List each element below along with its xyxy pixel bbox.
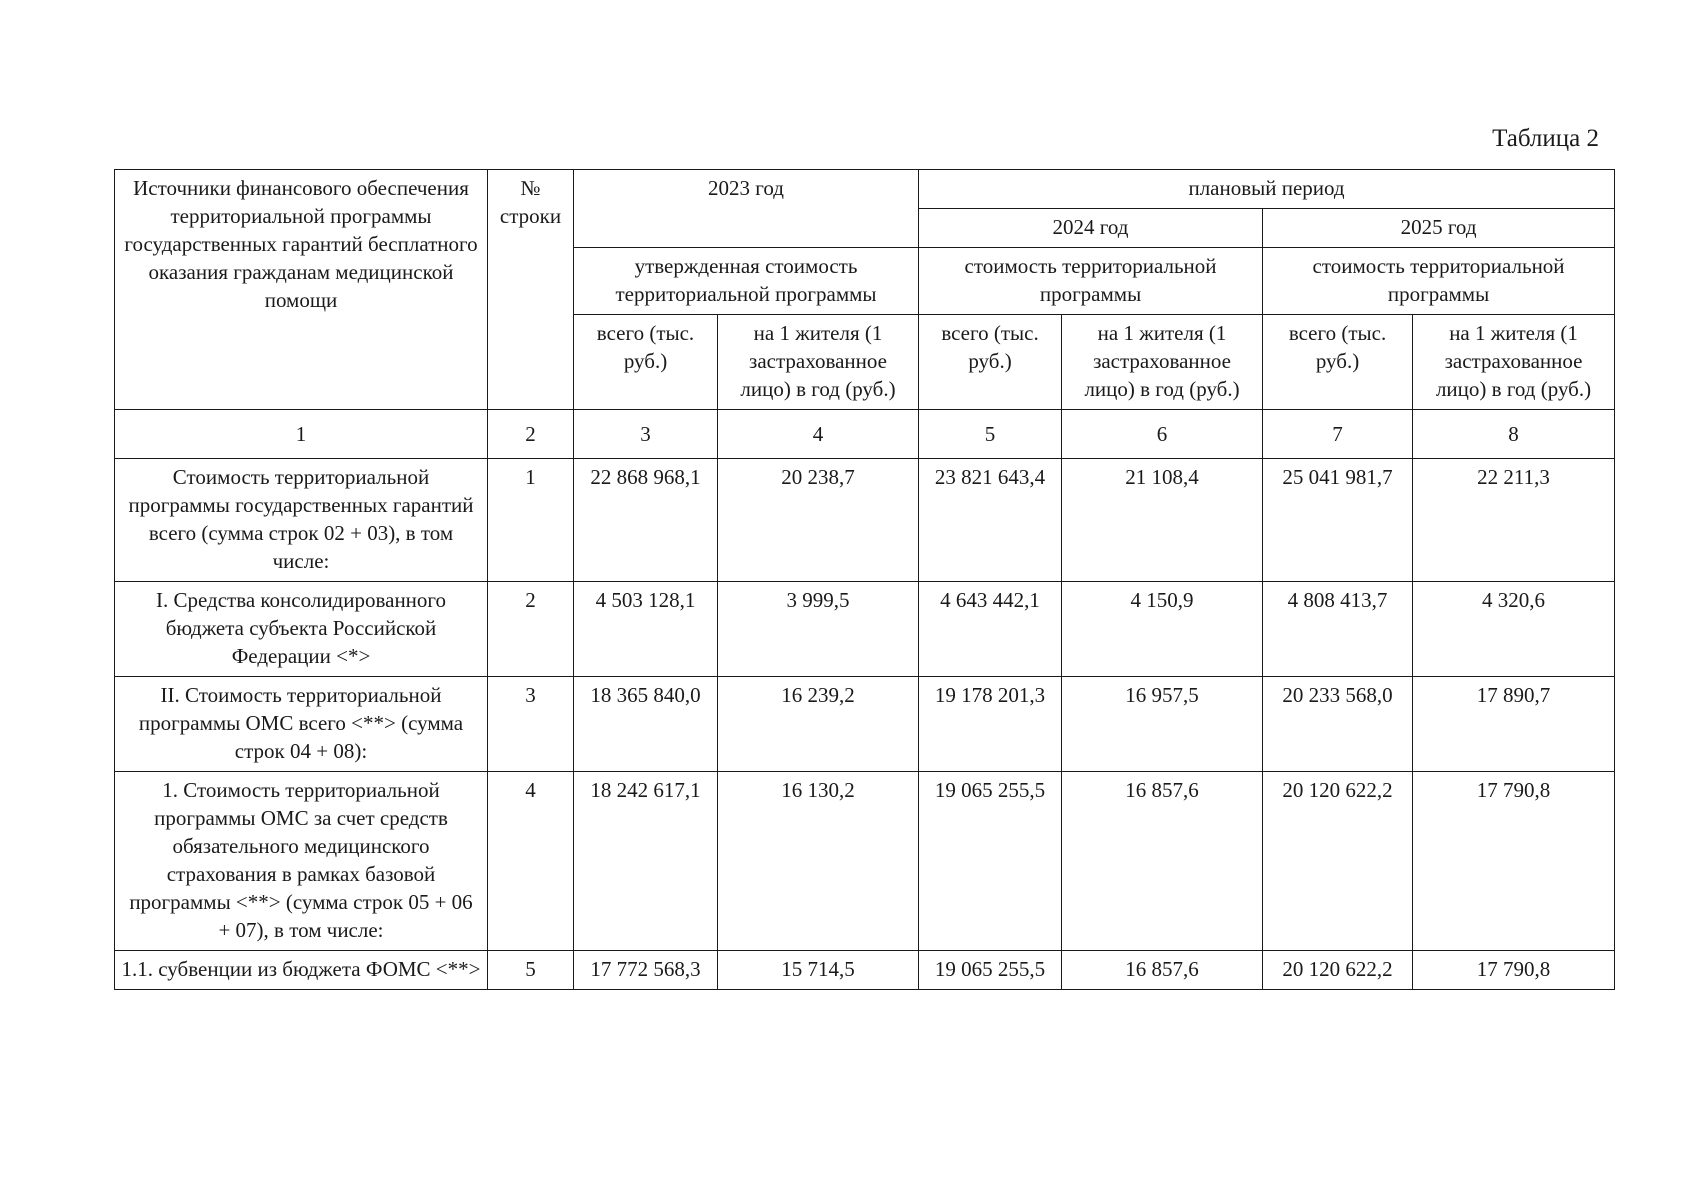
cell-value: 4 643 442,1 bbox=[919, 582, 1062, 677]
cell-value: 20 120 622,2 bbox=[1263, 772, 1413, 951]
table-caption: Таблица 2 bbox=[1492, 125, 1599, 152]
header-row-number-column: № строки bbox=[488, 170, 574, 410]
financing-table bbox=[114, 169, 1615, 990]
column-number: 1 bbox=[115, 410, 488, 459]
row-source: 1. Стоимость территориальной программы ОМС за счет средств обязательного медицинского страхования в рамках базовой программы <**> (сумма строк 05 + 06 + 07), в том числе: bbox=[115, 772, 488, 951]
header-per-capita-2024: на 1 жителя (1 застрахованное лицо) в год (руб.) bbox=[1062, 315, 1263, 410]
cell-value: 25 041 981,7 bbox=[1263, 459, 1413, 582]
cell-value: 17 790,8 bbox=[1413, 951, 1615, 990]
column-number: 8 bbox=[1413, 410, 1615, 459]
cell-value: 21 108,4 bbox=[1062, 459, 1263, 582]
row-source: Стоимость территориальной программы государственных гарантий всего (сумма строк 02 + 03), в том числе: bbox=[115, 459, 488, 582]
header-cost-2024: стоимость территориальной программы bbox=[919, 248, 1263, 315]
cell-value: 17 790,8 bbox=[1413, 772, 1615, 951]
table-row bbox=[115, 582, 1615, 677]
row-number: 4 bbox=[488, 772, 574, 951]
cell-value: 17 890,7 bbox=[1413, 677, 1615, 772]
cell-value: 20 233 568,0 bbox=[1263, 677, 1413, 772]
column-number-row bbox=[115, 410, 1615, 459]
table-row bbox=[115, 459, 1615, 582]
header-year-2023: 2023 год bbox=[574, 170, 919, 248]
row-source: II. Стоимость территориальной программы ОМС всего <**> (сумма строк 04 + 08): bbox=[115, 677, 488, 772]
row-number: 5 bbox=[488, 951, 574, 990]
cell-value: 16 130,2 bbox=[718, 772, 919, 951]
cell-value: 4 503 128,1 bbox=[574, 582, 718, 677]
table-row bbox=[115, 677, 1615, 772]
cell-value: 4 320,6 bbox=[1413, 582, 1615, 677]
header-approved-cost: утвержденная стоимость территориальной программы bbox=[574, 248, 919, 315]
cell-value: 17 772 568,3 bbox=[574, 951, 718, 990]
cell-value: 15 714,5 bbox=[718, 951, 919, 990]
cell-value: 20 238,7 bbox=[718, 459, 919, 582]
cell-value: 18 365 840,0 bbox=[574, 677, 718, 772]
cell-value: 19 065 255,5 bbox=[919, 951, 1062, 990]
row-number: 1 bbox=[488, 459, 574, 582]
cell-value: 4 150,9 bbox=[1062, 582, 1263, 677]
header-planned-period: плановый период bbox=[919, 170, 1615, 209]
row-source: 1.1. субвенции из бюджета ФОМС <**> bbox=[115, 951, 488, 990]
header-source-column: Источники финансового обеспечения территориальной программы государственных гарантий бесплатного оказания гражданам медицинской помощи bbox=[115, 170, 488, 410]
column-number: 4 bbox=[718, 410, 919, 459]
cell-value: 22 868 968,1 bbox=[574, 459, 718, 582]
table-row bbox=[115, 772, 1615, 951]
header-total-2024: всего (тыс. руб.) bbox=[919, 315, 1062, 410]
cell-value: 16 857,6 bbox=[1062, 772, 1263, 951]
row-number: 3 bbox=[488, 677, 574, 772]
cell-value: 23 821 643,4 bbox=[919, 459, 1062, 582]
header-year-2025: 2025 год bbox=[1263, 209, 1615, 248]
column-number: 6 bbox=[1062, 410, 1263, 459]
header-per-capita-2025: на 1 жителя (1 застрахованное лицо) в год (руб.) bbox=[1413, 315, 1615, 410]
column-number: 2 bbox=[488, 410, 574, 459]
row-number: 2 bbox=[488, 582, 574, 677]
column-number: 5 bbox=[919, 410, 1062, 459]
header-total-2025: всего (тыс. руб.) bbox=[1263, 315, 1413, 410]
header-total-2023: всего (тыс. руб.) bbox=[574, 315, 718, 410]
cell-value: 16 857,6 bbox=[1062, 951, 1263, 990]
row-source: I. Средства консолидированного бюджета субъекта Российской Федерации <*> bbox=[115, 582, 488, 677]
cell-value: 19 178 201,3 bbox=[919, 677, 1062, 772]
header-per-capita-2023: на 1 жителя (1 застрахованное лицо) в год (руб.) bbox=[718, 315, 919, 410]
table-row bbox=[115, 951, 1615, 990]
column-number: 7 bbox=[1263, 410, 1413, 459]
header-cost-2025: стоимость территориальной программы bbox=[1263, 248, 1615, 315]
cell-value: 3 999,5 bbox=[718, 582, 919, 677]
cell-value: 22 211,3 bbox=[1413, 459, 1615, 582]
cell-value: 4 808 413,7 bbox=[1263, 582, 1413, 677]
cell-value: 16 239,2 bbox=[718, 677, 919, 772]
column-number: 3 bbox=[574, 410, 718, 459]
cell-value: 20 120 622,2 bbox=[1263, 951, 1413, 990]
cell-value: 16 957,5 bbox=[1062, 677, 1263, 772]
header-year-2024: 2024 год bbox=[919, 209, 1263, 248]
cell-value: 19 065 255,5 bbox=[919, 772, 1062, 951]
cell-value: 18 242 617,1 bbox=[574, 772, 718, 951]
